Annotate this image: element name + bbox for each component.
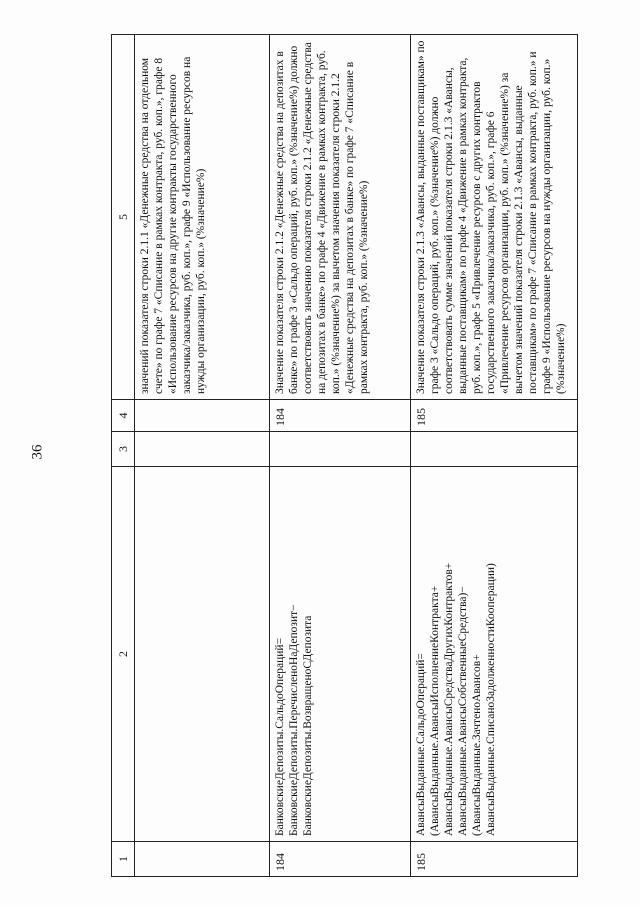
cell-formula: АвансыВыданные.СальдоОпераций= (АвансыВыданные.АвансыИсполнениеКонтракта+ АвансыВыданные.АвансыСредстваДругихКонтрактов+ АвансыВыданные.АвансыСобственныеСредства)− (АвансыВыданные.ЗачтеноАвансов+ АвансыВыданные.СписаноЗадолженностиКооперации) [411, 467, 578, 842]
cell-description: значений показателя строки 2.1.1 «Денежные средства на отдельном счете» по графе 7 «Списание в рамках контракта, руб. коп.», графе 8 «Использование ресурсов на другие контракты государственного заказчика/заказчика, руб. коп.», графе 9 «Использование ресурсов на нужды организации, руб. коп.» (%значение%) [135, 35, 270, 400]
cell-formula: БанковскиеДепозиты.СальдоОпераций= БанковскиеДепозиты.ПеречисленоНаДепозит− БанковскиеДепозиты.ВозвращеноСДепозита [270, 467, 411, 842]
cell-description: Значение показателя строки 2.1.2 «Денежные средства на депозитах в банке» по графе 3 «Сальдо операций, руб. коп.» (%значение%) должно соответствовать значению показателя строки 2.1.2 «Денежные средства на депозитах в банке» по графе 4 «Движение в рамках контракта, руб. коп.» (%значение%) за вычетом значения показателя строки 2.1.2 «Денежные средства на депозитах в банке» по графе 7 «Списание в рамках контракта, руб. коп.» (%значение%) [270, 35, 411, 400]
table-row [270, 35, 411, 877]
rules-table [111, 34, 578, 877]
cell-col3 [270, 432, 411, 467]
page-number: 36 [29, 444, 46, 460]
cell-rule-number [135, 842, 270, 877]
column-header-2: 2 [112, 467, 135, 842]
cell-formula [135, 467, 270, 842]
table-header-row [112, 35, 135, 877]
cell-col3 [135, 432, 270, 467]
cell-code [135, 400, 270, 432]
column-header-5: 5 [112, 35, 135, 400]
cell-col3 [411, 432, 578, 467]
column-header-4: 4 [112, 400, 135, 432]
cell-code: 185 [411, 400, 578, 432]
column-header-1: 1 [112, 842, 135, 877]
cell-description: Значение показателя строки 2.1.3 «Авансы, выданные поставщикам» по графе 3 «Сальдо операций, руб. коп.» (%значение%) должно соответствовать сумме значений показателя строки 2.1.3 «Авансы, выданные поставщикам» по графе 4 «Движение в рамках контракта, руб. коп.», графе 5 «Привлечение ресурсов с других контрактов государственного заказчика/заказчика, руб. коп.», графе 6 «Привлечение ресурсов организации, руб. коп.» (%значение%) за вычетом значений показателя строки 2.1.3 «Авансы, выданные поставщикам» по графе 7 «Списание в рамках контракта, руб. коп.» и графе 9 «Использование ресурсов на нужды организации, руб. коп.» (%значение%) [411, 35, 578, 400]
table-row [411, 35, 578, 877]
cell-rule-number: 185 [411, 842, 578, 877]
cell-code: 184 [270, 400, 411, 432]
rotated-table-container [111, 35, 568, 877]
cell-rule-number: 184 [270, 842, 411, 877]
table-row [135, 35, 270, 877]
column-header-3: 3 [112, 432, 135, 467]
